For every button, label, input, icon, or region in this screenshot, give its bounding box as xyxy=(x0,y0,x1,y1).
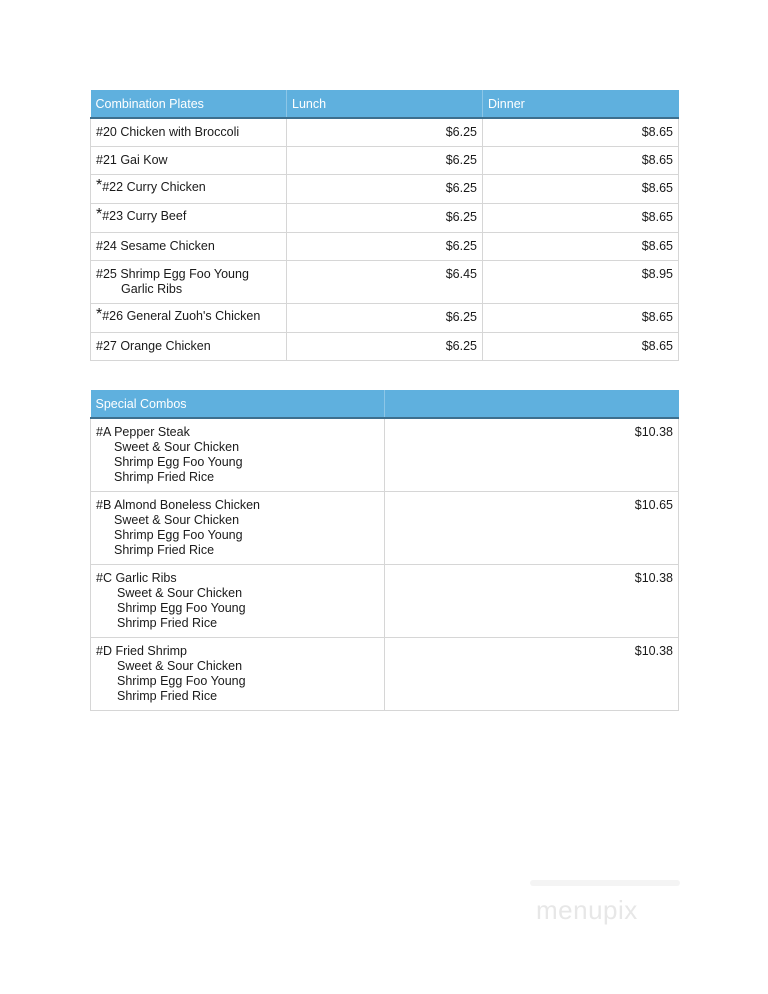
table-row xyxy=(91,418,679,492)
combo-name: #D Fried Shrimp xyxy=(96,644,187,658)
lunch-price: $6.25 xyxy=(287,175,483,204)
dish-name: #27 Orange Chicken xyxy=(96,339,211,353)
dish-name-cell xyxy=(91,175,287,204)
combo-item: Shrimp Fried Rice xyxy=(117,616,218,630)
combo-price: $10.65 xyxy=(385,492,679,565)
lunch-price: $6.25 xyxy=(287,304,483,333)
combo-item: Sweet & Sour Chicken xyxy=(117,659,243,673)
combo-item: Shrimp Egg Foo Young xyxy=(117,674,246,688)
dinner-price: $8.65 xyxy=(483,233,679,261)
table-header-row xyxy=(91,390,679,418)
combo-item: Shrimp Fried Rice xyxy=(114,470,215,484)
dinner-price: $8.65 xyxy=(483,304,679,333)
lunch-price: $6.25 xyxy=(287,204,483,233)
table-header-row xyxy=(91,90,679,118)
dish-name: #24 Sesame Chicken xyxy=(96,239,215,253)
dish-name-cell xyxy=(91,261,287,304)
dish-name-cell xyxy=(91,204,287,233)
dish-name: #22 Curry Chicken xyxy=(102,180,206,194)
combo-item: Shrimp Fried Rice xyxy=(117,689,218,703)
combination-plates-table xyxy=(90,90,679,361)
table-row xyxy=(91,147,679,175)
table-row xyxy=(91,638,679,711)
dinner-price: $8.65 xyxy=(483,175,679,204)
combo-cell xyxy=(91,565,385,638)
combo-item: Shrimp Egg Foo Young xyxy=(117,601,246,615)
watermark-decoration xyxy=(530,880,680,886)
table-row xyxy=(91,204,679,233)
dish-name-cell xyxy=(91,147,287,175)
table-row xyxy=(91,261,679,304)
dinner-price: $8.65 xyxy=(483,333,679,361)
lunch-price: $6.45 xyxy=(287,261,483,304)
combo-cell xyxy=(91,638,385,711)
lunch-price: $6.25 xyxy=(287,147,483,175)
header-dinner: Dinner xyxy=(483,90,679,118)
menupix-watermark: menupix xyxy=(536,895,638,925)
combo-item: Sweet & Sour Chicken xyxy=(114,513,240,527)
dish-name: #23 Curry Beef xyxy=(102,209,187,223)
combo-item: Sweet & Sour Chicken xyxy=(117,586,243,600)
dish-name-cell xyxy=(91,118,287,147)
table-row xyxy=(91,175,679,204)
spicy-star-icon: * xyxy=(96,206,103,223)
dish-name: #21 Gai Kow xyxy=(96,153,168,167)
dinner-price: $8.65 xyxy=(483,204,679,233)
lunch-price: $6.25 xyxy=(287,118,483,147)
dinner-price: $8.65 xyxy=(483,118,679,147)
combo-name: #C Garlic Ribs xyxy=(96,571,177,585)
combo-name: #B Almond Boneless Chicken xyxy=(96,498,260,512)
dinner-price: $8.95 xyxy=(483,261,679,304)
dish-sub-item: Garlic Ribs xyxy=(121,282,183,296)
dish-name: #26 General Zuoh's Chicken xyxy=(102,309,261,323)
dinner-price: $8.65 xyxy=(483,147,679,175)
dish-name-cell xyxy=(91,333,287,361)
combo-item: Sweet & Sour Chicken xyxy=(114,440,240,454)
lunch-price: $6.25 xyxy=(287,333,483,361)
special-combos-table xyxy=(90,390,679,711)
header-lunch: Lunch xyxy=(287,90,483,118)
header-special-combos: Special Combos xyxy=(91,390,385,418)
combo-item: Shrimp Egg Foo Young xyxy=(114,528,243,542)
table-row xyxy=(91,233,679,261)
combo-price: $10.38 xyxy=(385,418,679,492)
table-row xyxy=(91,304,679,333)
lunch-price: $6.25 xyxy=(287,233,483,261)
table-row xyxy=(91,565,679,638)
dish-name-cell xyxy=(91,233,287,261)
dish-name-cell xyxy=(91,304,287,333)
header-blank xyxy=(385,390,679,418)
combo-item: Shrimp Egg Foo Young xyxy=(114,455,243,469)
combo-cell xyxy=(91,418,385,492)
table-row xyxy=(91,118,679,147)
header-combination-plates: Combination Plates xyxy=(91,90,287,118)
table-row xyxy=(91,492,679,565)
combo-name: #A Pepper Steak xyxy=(96,425,190,439)
dish-name: #25 Shrimp Egg Foo Young xyxy=(96,267,249,281)
combo-price: $10.38 xyxy=(385,638,679,711)
spicy-star-icon: * xyxy=(96,177,103,194)
combo-cell xyxy=(91,492,385,565)
dish-name: #20 Chicken with Broccoli xyxy=(96,125,240,139)
spicy-star-icon: * xyxy=(96,306,103,323)
combo-item: Shrimp Fried Rice xyxy=(114,543,215,557)
combo-price: $10.38 xyxy=(385,565,679,638)
table-row xyxy=(91,333,679,361)
